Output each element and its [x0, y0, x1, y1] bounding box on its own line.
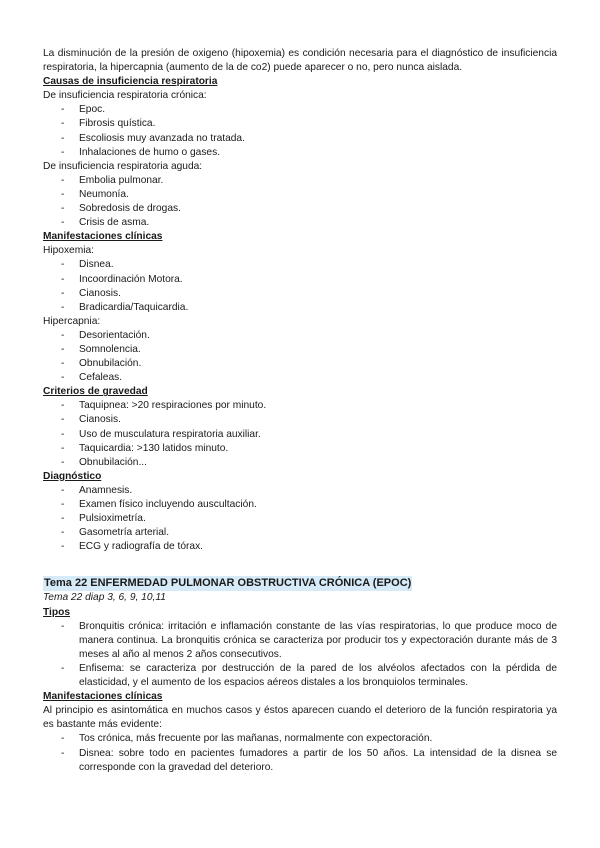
- diagnostico-list: [43, 484, 557, 554]
- intro-paragraph: La disminución de la presión de oxigeno (hipoxemia) es condición necesaria para el diagnóstico de insuficiencia respiratoria, la hipercapnia (aumento de la de co2) puede aparecer o no, pero nunca aislada.: [43, 48, 557, 74]
- tema-subtitle: Tema 22 diap 3, 6, 9, 10,11: [43, 592, 166, 604]
- aguda-list: [43, 174, 557, 230]
- document-page: [43, 47, 557, 775]
- list-item: - Bronquitis crónica: irritación e inflamación constante de las vías respiratorias, lo que produce moco de manera continua. La bronquitis crónica se caracteriza por producir tos y expectoración durante más de 3 meses al año al menos 2 años consecutivos.: [43, 620, 557, 662]
- list-item: - Cianosis.: [43, 287, 557, 301]
- list-item: - Cianosis.: [43, 413, 557, 427]
- criterios-heading: Criterios de gravedad: [43, 386, 148, 398]
- list-item: - Bradicardia/Taquicardia.: [43, 301, 557, 315]
- aguda-label: De insuficiencia respiratoria aguda:: [43, 160, 203, 172]
- list-item: - Taquipnea: >20 respiraciones por minuto.: [43, 399, 557, 413]
- list-item: - Embolia pulmonar.: [43, 174, 557, 188]
- tipos-heading: Tipos: [43, 606, 70, 618]
- list-item: - Disnea.: [43, 258, 557, 272]
- list-item: - Sobredosis de drogas.: [43, 202, 557, 216]
- list-item: - Obnubilación.: [43, 357, 557, 371]
- list-item: - Epoc.: [43, 103, 557, 117]
- list-item: - Taquicardia: >130 latidos minuto.: [43, 442, 557, 456]
- cronica-label: De insuficiencia respiratoria crónica:: [43, 90, 207, 102]
- hipoxemia-list: [43, 258, 557, 314]
- list-item: - Obnubilación...: [43, 456, 557, 470]
- list-item: - Tos crónica, más frecuente por las mañanas, normalmente con expectoración.: [43, 732, 557, 746]
- list-item: - Gasometría arterial.: [43, 526, 557, 540]
- list-item: - Neumonía.: [43, 188, 557, 202]
- list-item: - Inhalaciones de humo o gases.: [43, 146, 557, 160]
- hipercapnia-label: Hipercapnia:: [43, 315, 101, 327]
- list-item: - Pulsioximetría.: [43, 512, 557, 526]
- manifestaciones-epoc-list: [43, 732, 557, 774]
- list-item: - Anamnesis.: [43, 484, 557, 498]
- hipercapnia-list: [43, 329, 557, 385]
- list-item: - Somnolencia.: [43, 343, 557, 357]
- list-item: - ECG y radiografía de tórax.: [43, 540, 557, 554]
- hipoxemia-label: Hipoxemia:: [43, 245, 94, 257]
- manifestaciones-heading: Manifestaciones clínicas: [43, 231, 163, 243]
- tema-title: Tema 22 ENFERMEDAD PULMONAR OBSTRUCTIVA CRÓNICA (EPOC): [44, 577, 412, 590]
- list-item: - Cefaleas.: [43, 371, 557, 385]
- list-item: - Examen físico incluyendo auscultación.: [43, 498, 557, 512]
- diagnostico-heading: Diagnóstico: [43, 470, 102, 482]
- cronica-list: [43, 103, 557, 159]
- list-item: - Incoordinación Motora.: [43, 273, 557, 287]
- list-item: - Fibrosis quística.: [43, 117, 557, 131]
- list-item: - Enfisema: se caracteriza por destrucción de la pared de los alvéolos afectados con la pérdida de elasticidad, y el aumento de los espacios aéreos distales a los bronquiolos terminales.: [43, 662, 557, 690]
- list-item: - Uso de musculatura respiratoria auxiliar.: [43, 428, 557, 442]
- manifestaciones-epoc-heading: Manifestaciones clínicas: [43, 691, 163, 703]
- list-item: - Disnea: sobre todo en pacientes fumadores a partir de los 50 años. La intensidad de la disnea se corresponde con la gravedad del deterioro.: [43, 747, 557, 775]
- causas-heading: Causas de insuficiencia respiratoria: [43, 76, 218, 88]
- list-item: - Escoliosis muy avanzada no tratada.: [43, 132, 557, 146]
- manifestaciones-epoc-intro: Al principio es asintomática en muchos casos y éstos aparecen cuando el deterioro de la función respiratoria ya es bastante más evidente:: [43, 705, 557, 731]
- list-item: - Desorientación.: [43, 329, 557, 343]
- list-item: - Crisis de asma.: [43, 216, 557, 230]
- tipos-list: [43, 620, 557, 690]
- criterios-list: [43, 399, 557, 469]
